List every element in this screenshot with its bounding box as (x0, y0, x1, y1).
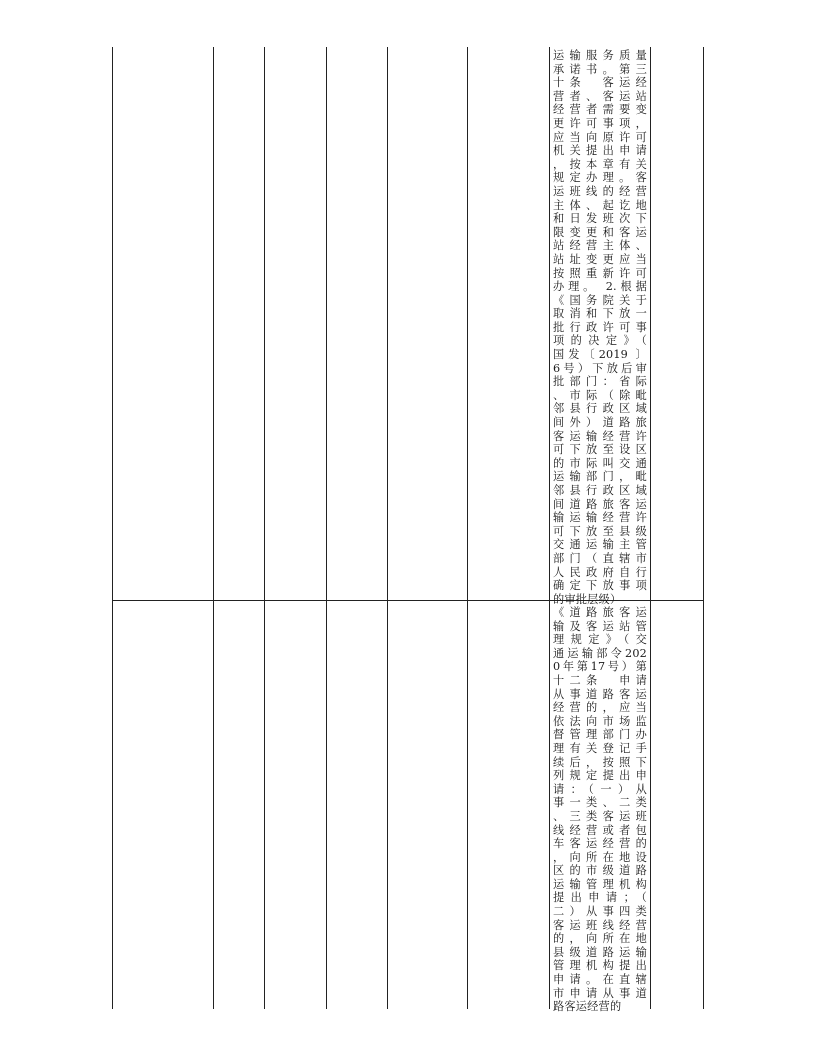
text-line: 请：（一）从 (553, 782, 647, 796)
text-line: 理规定》（交 (553, 633, 647, 647)
column-rule (264, 47, 265, 1009)
text-line: 批行政许可事 (553, 320, 647, 334)
text-line: 十条 客运经 (553, 76, 647, 90)
text-line: 车客运经营的 (553, 837, 647, 851)
text-line: 提出申请；（ (553, 891, 647, 905)
text-line: 二）从事四类 (553, 905, 647, 919)
text-line: 客运输经营许 (553, 429, 647, 443)
text-line: 县级道路运输 (553, 945, 647, 959)
text-line: 6号）下放后审 (553, 361, 647, 375)
text-line: 从事道路客运 (553, 687, 647, 701)
column-rule (650, 47, 651, 1009)
text-line: 规定办理。客 (553, 171, 647, 185)
text-line: 机关提出申请 (553, 144, 647, 158)
text-line: 的审批层级） (553, 592, 622, 606)
text-line: 取消和下放一 (553, 307, 647, 321)
text-line: 十二条 申请 (553, 673, 647, 687)
text-line: 依法向市场监 (553, 714, 647, 728)
text-line: 的，向所在地 (553, 932, 647, 946)
column-rule (326, 47, 327, 1009)
column-rule (467, 47, 468, 1009)
text-line: 可下放至设区 (553, 443, 647, 457)
text-line: 区的市级道路 (553, 864, 647, 878)
text-line: 按照重新许可 (553, 266, 647, 280)
text-line: 批部门：省际 (553, 375, 647, 389)
text-line: 国发〔2019 〕 (553, 348, 647, 362)
text-line: 应当向原许可 (553, 130, 647, 144)
text-line: 人民政府自行 (553, 565, 647, 579)
text-line: 续后，按照下 (553, 755, 647, 769)
text-line: 督管理部门办 (553, 728, 647, 742)
text-line: 输运输经营许 (553, 511, 647, 525)
text-line: 客运班线经营 (553, 918, 647, 932)
text-line: 运输部门，毗 (553, 470, 647, 484)
text-line: 营者、客运站 (553, 89, 647, 103)
text-line: 交通运输主管 (553, 538, 647, 552)
text-line: 《国务院关于 (553, 293, 647, 307)
text-line: ，向所在地设 (553, 850, 647, 864)
text-line: 经营者需要变 (553, 103, 647, 117)
text-line: ，按本章有关 (553, 157, 647, 171)
text-line: 站址变更应当 (553, 252, 647, 266)
text-line: 运输服务质量 (553, 49, 647, 62)
text-line: 、市际（除毗 (553, 388, 647, 402)
column-rule (703, 47, 704, 1009)
text-line: 可下放至县级 (553, 524, 647, 538)
text-line: 的市际叫交通 (553, 456, 647, 470)
text-line: 事一类、二类 (553, 796, 647, 810)
text-line: 邻县行政区域 (553, 484, 647, 497)
text-line: 申请。在直辖 (553, 973, 647, 987)
text-line: 邻县行政区域 (553, 402, 647, 416)
text-line: 经营的，应当 (553, 701, 647, 715)
text-line: 输及客运站管 (553, 619, 647, 633)
column-rule (549, 47, 550, 1009)
column-rule (213, 47, 214, 1009)
text-line: 限变更和客运 (553, 225, 647, 239)
legal-basis-text-block (553, 49, 647, 606)
text-line: 列规定提出申 (553, 769, 647, 783)
text-line: 运班线的经营 (553, 184, 647, 198)
text-line: 《道路旅客运 (553, 606, 647, 619)
text-line: 确定下放事项 (553, 579, 647, 593)
text-line: 主体、起讫地 (553, 198, 647, 212)
text-line: 运输管理机构 (553, 877, 647, 891)
legal-basis-text-block (553, 606, 647, 1014)
text-line: 和日发班次下 (553, 212, 647, 226)
text-line: 部门（直辖市 (553, 551, 647, 565)
text-line: 市申请从事道 (553, 986, 647, 1000)
text-line: 路客运经营的 (553, 1000, 622, 1014)
text-line: 项的决定》（ (553, 334, 647, 348)
text-line: 间道路旅客运 (553, 497, 647, 511)
text-line: 理有关登记手 (553, 741, 647, 755)
text-line: 站经营主体、 (553, 239, 647, 253)
text-line: 线经营或者包 (553, 823, 647, 837)
text-line: 更许可事项， (553, 116, 647, 130)
text-line: 、三类客运班 (553, 809, 647, 823)
text-line: 0年第17号）第 (553, 660, 647, 674)
text-line: 管理机构提出 (553, 959, 647, 973)
column-rule (112, 47, 113, 1009)
text-line: 通运输部令202 (553, 646, 647, 660)
text-line: 承诺书。第三 (553, 62, 647, 76)
column-rule (387, 47, 388, 1009)
text-line: 间外）道路旅 (553, 416, 647, 430)
text-line: 办理。 2.根据 (553, 280, 647, 294)
